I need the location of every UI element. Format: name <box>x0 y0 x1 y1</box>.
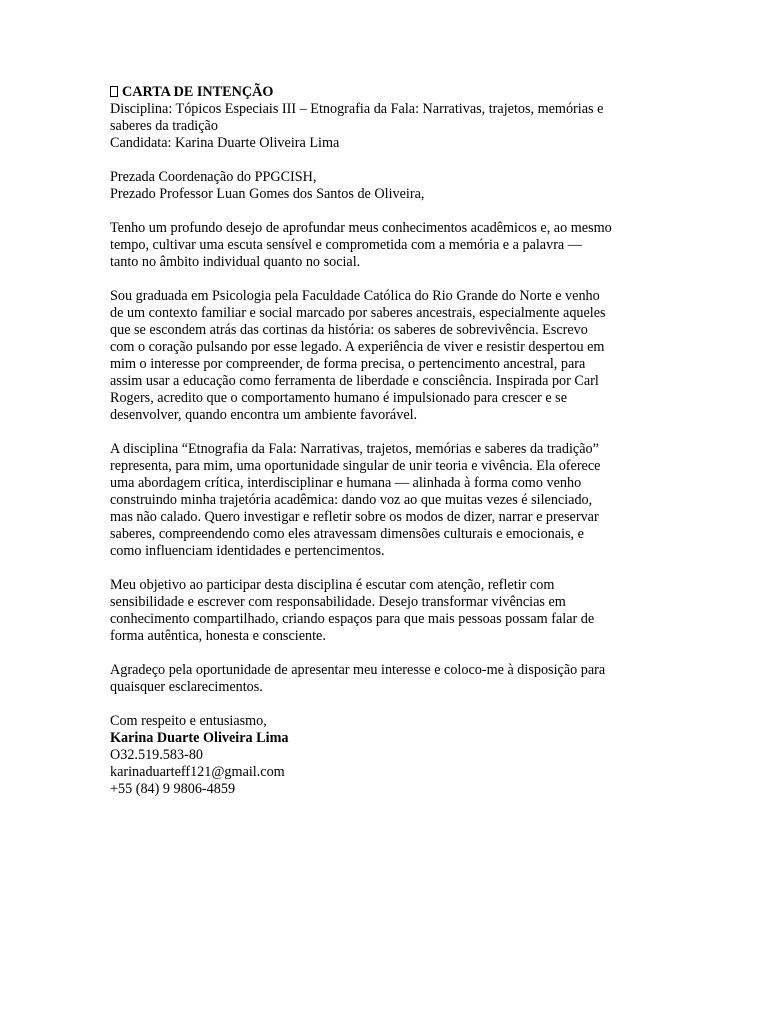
paragraph-line: Tenho um profundo desejo de aprofundar meus conhecimentos acadêmicos e, ao mesmo <box>110 220 612 236</box>
paragraph-line: de um contexto familiar e social marcado por saberes ancestrais, especialmente aqueles <box>110 305 606 321</box>
paragraph-discipline <box>110 441 666 560</box>
paragraph-line: conhecimento compartilhado, criando espaços para que mais pessoas possam falar de <box>110 611 595 627</box>
discipline-line: Disciplina: Tópicos Especiais III – Etnografia da Fala: Narrativas, trajetos, memórias e <box>110 101 604 117</box>
paragraph-line: mim o interesse por compreender, de forma precisa, o pertencimento ancestral, para <box>110 356 586 372</box>
paragraph-line: como influenciam identidades e pertencimentos. <box>110 543 385 559</box>
paragraph-background <box>110 288 666 424</box>
candidate-line: Candidata: Karina Duarte Oliveira Lima <box>110 135 340 151</box>
paragraph-line: representa, para mim, uma oportunidade singular de unir teoria e vivência. Ela oferece <box>110 458 601 474</box>
letter-page <box>110 84 666 798</box>
paragraph-line: saberes, compreendendo como eles atravessam dimensões culturais e emocionais, e <box>110 526 584 542</box>
salutation-line: Prezada Coordenação do PPGCISH, <box>110 169 317 185</box>
paragraph-line: sensibilidade e escrever com responsabilidade. Desejo transformar vivências em <box>110 594 566 610</box>
discipline-line: saberes da tradição <box>110 118 218 134</box>
paragraph-line: desenvolver, quando encontra um ambiente favorável. <box>110 407 418 423</box>
paragraph-line: A disciplina “Etnografia da Fala: Narrativas, trajetos, memórias e saberes da tradição” <box>110 441 599 457</box>
letter-header <box>110 84 666 152</box>
paragraph-line: uma abordagem crítica, interdisciplinar e humana — alinhada à forma como venho <box>110 475 582 491</box>
closing-farewell: Com respeito e entusiasmo, <box>110 713 267 729</box>
paragraph-line: Agradeço pela oportunidade de apresentar meu interesse e coloco-me à disposição para <box>110 662 606 678</box>
paragraph-line: assim usar a educação como ferramenta de liberdade e consciência. Inspirada por Carl <box>110 373 599 389</box>
paragraph-thanks <box>110 662 666 696</box>
signature-name: Karina Duarte Oliveira Lima <box>110 730 289 746</box>
id-number: O32.519.583-80 <box>110 747 204 763</box>
paragraph-line: construindo minha trajetória acadêmica: dando voz ao que muitas vezes é silenciado, <box>110 492 593 508</box>
paragraph-line: Meu objetivo ao participar desta disciplina é escutar com atenção, refletir com <box>110 577 555 593</box>
paragraph-line: que se escondem atrás das cortinas da história: os saberes de sobrevivência. Escrevo <box>110 322 588 338</box>
paragraph-line: quaisquer esclarecimentos. <box>110 679 263 695</box>
closing-block <box>110 713 666 798</box>
paragraph-intro <box>110 220 666 271</box>
phone-number: +55 (84) 9 9806-4859 <box>110 781 236 797</box>
email-address: karinaduarteff121@gmail.com <box>110 764 285 780</box>
salutation <box>110 169 666 203</box>
paragraph-line: forma autêntica, honesta e consciente. <box>110 628 326 644</box>
paragraph-line: tanto no âmbito individual quanto no social. <box>110 254 361 270</box>
salutation-line: Prezado Professor Luan Gomes dos Santos de Oliveira, <box>110 186 425 202</box>
paragraph-line: com o coração pulsando por esse legado. A experiência de viver e resistir despertou em <box>110 339 605 355</box>
paragraph-objective <box>110 577 666 645</box>
letter-title: CARTA DE INTENÇÃO <box>122 84 274 100</box>
letter-title-line <box>110 84 666 101</box>
paragraph-line: Rogers, acredito que o comportamento humano é impulsionado para crescer e se <box>110 390 567 406</box>
paragraph-line: mas não calado. Quero investigar e refletir sobre os modos de dizer, narrar e preservar <box>110 509 599 525</box>
paragraph-line: Sou graduada em Psicologia pela Faculdade Católica do Rio Grande do Norte e venho <box>110 288 600 304</box>
missing-glyph-icon <box>110 86 118 97</box>
paragraph-line: tempo, cultivar uma escuta sensível e comprometida com a memória e a palavra — <box>110 237 582 253</box>
